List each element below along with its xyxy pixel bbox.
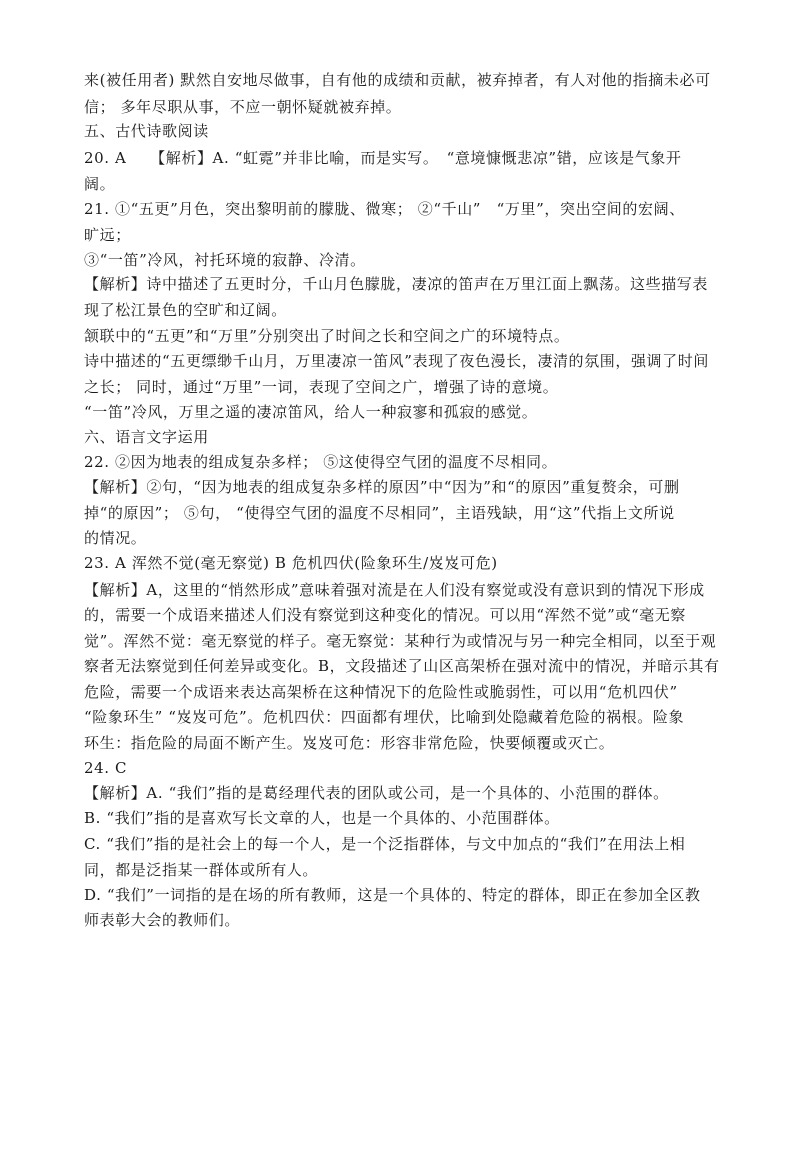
section-heading: 五、古代诗歌阅读 xyxy=(84,122,209,140)
text-line: 【解析】A. “我们”指的是葛经理代表的团队或公司，是一个具体的、小范围的群体。 xyxy=(84,784,669,802)
text-line: 掉“的原因”； ⑤句， “使得空气团的温度不尽相同”，主语残缺，用“这”代指上文所说 xyxy=(84,504,675,522)
text-line: 【解析】诗中描述了五更时分，千山月色朦胧，凄凉的笛声在万里江面上飘荡。这些描写表 xyxy=(84,275,709,293)
text-line: D. “我们”一词指的是在场的所有教师，这是一个具体的、特定的群体，即正在参加全区教 xyxy=(84,886,701,904)
text-line: 的情况。 xyxy=(84,529,147,547)
text-line: 察者无法察觉到任何差异或变化。B，文段描述了山区高架桥在强对流中的情况，并暗示其有 xyxy=(84,657,720,675)
text-line: “一笛”冷风，万里之遥的凄凉笛风，给人一种寂寥和孤寂的感觉。 xyxy=(84,403,538,421)
text-line: 诗中描述的“五更缥缈千山月，万里凄凉一笛风”表现了夜色漫长，凄清的氛围，强调了时间 xyxy=(84,352,709,370)
answer-line: 24. C xyxy=(84,759,128,777)
text-line: 现了松江景色的空旷和辽阔。 xyxy=(84,301,287,319)
text-line: B. “我们”指的是喜欢写长文章的人，也是一个具体的、小范围群体。 xyxy=(84,809,560,827)
text-line: C. “我们”指的是社会上的每一个人，是一个泛指群体，与文中加点的“我们”在用法上相 xyxy=(84,835,686,853)
text-line: ③“一笛”冷风，衬托环境的寂静、冷清。 xyxy=(84,251,366,269)
text-line: “险象环生” “岌岌可危”。危机四伏：四面都有埋伏，比喻到处隐藏着危险的祸根。险象 xyxy=(84,708,685,726)
text-line: 环生：指危险的局面不断产生。岌岌可危：形容非常危险，快要倾覆或灭亡。 xyxy=(84,734,615,752)
text-line: 来(被任用者) 默然自安地尽做事，自有他的成绩和贡献，被弃掉者，有人对他的指摘未必可 xyxy=(84,71,711,89)
answer-line: 22. ②因为地表的组成复杂多样； ⑤这使得空气团的温度不尽相同。 xyxy=(84,453,558,471)
text-line: 之长； 同时，通过“万里”一词，表现了空间之广，增强了诗的意境。 xyxy=(84,378,559,396)
text-line: 的，需要一个成语来描述人们没有察觉到这种变化的情况。可以用“浑然不觉”或“毫无察 xyxy=(84,606,687,624)
section-heading: 六、语言文字运用 xyxy=(84,428,209,446)
text-line: 阔。 xyxy=(84,175,116,193)
text-line: 【解析】②句，“因为地表的组成复杂多样的原因”中“因为”和“的原因”重复赘余，可删 xyxy=(84,478,680,496)
answer-line: 20. A 【解析】A. “虹霓”并非比喻，而是实写。 “意境慷慨悲凉”错，应该是气象开 xyxy=(84,149,682,167)
text-line: 危险，需要一个成语来表达高架桥在这种情况下的危险性或脆弱性，可以用“危机四伏” xyxy=(84,683,678,701)
text-line: 同，都是泛指某一群体或所有人。 xyxy=(84,861,319,879)
answer-line: 21. ①“五更”月色，突出黎明前的朦胧、微寒； ②“千山” “万里”，突出空间的宏阔、 xyxy=(84,200,685,218)
text-line: 旷远； xyxy=(84,226,131,244)
text-line: 师表彰大会的教师们。 xyxy=(84,911,241,929)
text-line: 【解析】A，这里的“悄然形成”意味着强对流是在人们没有察觉或没有意识到的情况下形成 xyxy=(84,581,705,599)
text-line: 信； 多年尽职从事，不应一朝怀疑就被弃掉。 xyxy=(84,98,402,116)
answer-line: 23. A 浑然不觉(毫无察觉) B 危机四伏(险象环生/岌岌可危) xyxy=(84,554,498,572)
text-line: 觉”。浑然不觉：毫无察觉的样子。毫无察觉：某种行为或情况与另一种完全相同，以至于观 xyxy=(84,632,717,650)
text-line: 颔联中的“五更”和“万里”分别突出了时间之长和空间之广的环境特点。 xyxy=(84,327,570,345)
